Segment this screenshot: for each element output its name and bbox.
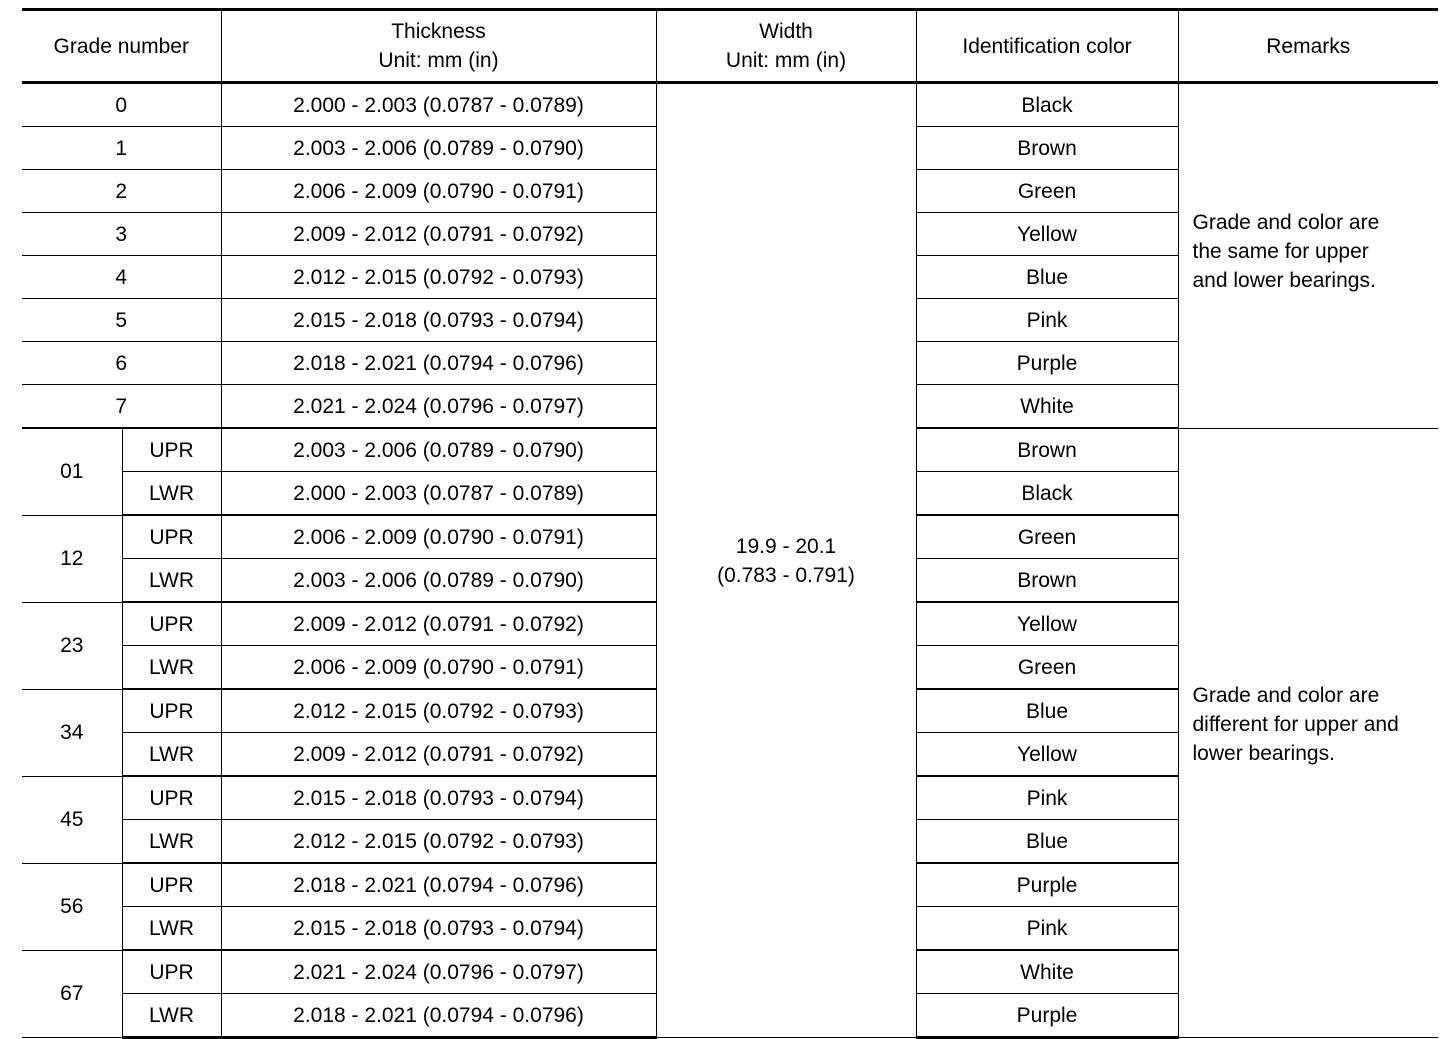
- thickness-cell: 2.003 - 2.006 (0.0789 - 0.0790): [221, 428, 656, 472]
- width-range-mm: 19.9 - 20.1: [735, 534, 837, 558]
- identification-color-cell: Purple: [916, 342, 1178, 385]
- header-width-unit: Unit: mm (in): [725, 49, 847, 72]
- identification-color-cell: Black: [916, 472, 1178, 516]
- identification-color-cell: Pink: [916, 907, 1178, 951]
- header-thickness-title: Thickness: [391, 20, 486, 43]
- bearing-position-cell: UPR: [122, 950, 221, 994]
- bearing-position-cell: LWR: [122, 820, 221, 864]
- paired-grade-number-cell: 56: [22, 863, 122, 950]
- thickness-cell: 2.006 - 2.009 (0.0790 - 0.0791): [221, 170, 656, 213]
- table-row: [22, 83, 1438, 127]
- table-body: [22, 83, 1438, 1038]
- header-remarks: Remarks: [1178, 10, 1438, 83]
- identification-color-cell: Pink: [916, 299, 1178, 342]
- thickness-cell: 2.003 - 2.006 (0.0789 - 0.0790): [221, 127, 656, 170]
- grade-number-cell: 0: [22, 83, 221, 127]
- thickness-cell: 2.000 - 2.003 (0.0787 - 0.0789): [221, 83, 656, 127]
- bearing-position-cell: LWR: [122, 733, 221, 777]
- thickness-cell: 2.009 - 2.012 (0.0791 - 0.0792): [221, 733, 656, 777]
- identification-color-cell: White: [916, 385, 1178, 429]
- bearing-position-cell: LWR: [122, 994, 221, 1038]
- remarks-line: the same for upper: [1192, 240, 1369, 263]
- header-identification-color: Identification color: [916, 10, 1178, 83]
- bearing-position-cell: LWR: [122, 559, 221, 603]
- remarks-line: lower bearings.: [1192, 741, 1335, 765]
- thickness-cell: 2.018 - 2.021 (0.0794 - 0.0796): [221, 342, 656, 385]
- remarks-different-cell: [1178, 428, 1438, 1038]
- bearing-position-cell: LWR: [122, 646, 221, 690]
- identification-color-cell: Yellow: [916, 213, 1178, 256]
- grade-number-cell: 5: [22, 299, 221, 342]
- header-grade-number: Grade number: [22, 10, 221, 83]
- header-thickness: [221, 10, 656, 83]
- thickness-cell: 2.015 - 2.018 (0.0793 - 0.0794): [221, 299, 656, 342]
- bearing-position-cell: UPR: [122, 602, 221, 646]
- thickness-cell: 2.009 - 2.012 (0.0791 - 0.0792): [221, 602, 656, 646]
- thickness-cell: 2.012 - 2.015 (0.0792 - 0.0793): [221, 256, 656, 299]
- paired-grade-number-cell: 23: [22, 602, 122, 689]
- remarks-same-cell: [1178, 83, 1438, 429]
- bearing-position-cell: LWR: [122, 907, 221, 951]
- paired-grade-number-cell: 12: [22, 515, 122, 602]
- identification-color-cell: Brown: [916, 127, 1178, 170]
- thickness-cell: 2.021 - 2.024 (0.0796 - 0.0797): [221, 950, 656, 994]
- header-thickness-unit: Unit: mm (in): [378, 49, 499, 72]
- identification-color-cell: Brown: [916, 559, 1178, 603]
- identification-color-cell: Green: [916, 515, 1178, 559]
- thickness-cell: 2.012 - 2.015 (0.0792 - 0.0793): [221, 689, 656, 733]
- identification-color-cell: Purple: [916, 994, 1178, 1038]
- grade-number-cell: 2: [22, 170, 221, 213]
- paired-grade-number-cell: 45: [22, 776, 122, 863]
- identification-color-cell: Purple: [916, 863, 1178, 907]
- thickness-cell: 2.018 - 2.021 (0.0794 - 0.0796): [221, 863, 656, 907]
- grade-number-cell: 6: [22, 342, 221, 385]
- paired-grade-number-cell: 67: [22, 950, 122, 1038]
- thickness-cell: 2.006 - 2.009 (0.0790 - 0.0791): [221, 515, 656, 559]
- identification-color-cell: Green: [916, 646, 1178, 690]
- header-row: [22, 10, 1438, 83]
- thickness-cell: 2.021 - 2.024 (0.0796 - 0.0797): [221, 385, 656, 429]
- identification-color-cell: Brown: [916, 428, 1178, 472]
- identification-color-cell: Green: [916, 170, 1178, 213]
- bearing-position-cell: UPR: [122, 428, 221, 472]
- bearing-grade-table: [22, 8, 1438, 1039]
- grade-number-cell: 4: [22, 256, 221, 299]
- thickness-cell: 2.015 - 2.018 (0.0793 - 0.0794): [221, 776, 656, 820]
- identification-color-cell: Blue: [916, 689, 1178, 733]
- paired-grade-number-cell: 01: [22, 428, 122, 515]
- remarks-line: Grade and color are: [1192, 211, 1380, 234]
- grade-number-cell: 3: [22, 213, 221, 256]
- identification-color-cell: Black: [916, 83, 1178, 127]
- grade-number-cell: 7: [22, 385, 221, 429]
- thickness-cell: 2.003 - 2.006 (0.0789 - 0.0790): [221, 559, 656, 603]
- paired-grade-number-cell: 34: [22, 689, 122, 776]
- bearing-position-cell: UPR: [122, 776, 221, 820]
- bearing-position-cell: LWR: [122, 472, 221, 516]
- width-range-in: (0.783 - 0.791): [717, 563, 855, 587]
- identification-color-cell: Blue: [916, 256, 1178, 299]
- thickness-cell: 2.009 - 2.012 (0.0791 - 0.0792): [221, 213, 656, 256]
- remarks-line: and lower bearings.: [1192, 269, 1376, 292]
- thickness-cell: 2.012 - 2.015 (0.0792 - 0.0793): [221, 820, 656, 864]
- header-width: [656, 10, 916, 83]
- thickness-cell: 2.006 - 2.009 (0.0790 - 0.0791): [221, 646, 656, 690]
- remarks-line: different for upper and: [1192, 712, 1399, 736]
- identification-color-cell: Yellow: [916, 602, 1178, 646]
- identification-color-cell: Pink: [916, 776, 1178, 820]
- bearing-position-cell: UPR: [122, 515, 221, 559]
- remarks-line: Grade and color are: [1192, 683, 1380, 707]
- grade-number-cell: 1: [22, 127, 221, 170]
- bearing-position-cell: UPR: [122, 689, 221, 733]
- width-cell: [656, 83, 916, 1038]
- thickness-cell: 2.000 - 2.003 (0.0787 - 0.0789): [221, 472, 656, 516]
- identification-color-cell: White: [916, 950, 1178, 994]
- thickness-cell: 2.015 - 2.018 (0.0793 - 0.0794): [221, 907, 656, 951]
- identification-color-cell: Blue: [916, 820, 1178, 864]
- identification-color-cell: Yellow: [916, 733, 1178, 777]
- header-width-title: Width: [759, 20, 813, 43]
- thickness-cell: 2.018 - 2.021 (0.0794 - 0.0796): [221, 994, 656, 1038]
- bearing-position-cell: UPR: [122, 863, 221, 907]
